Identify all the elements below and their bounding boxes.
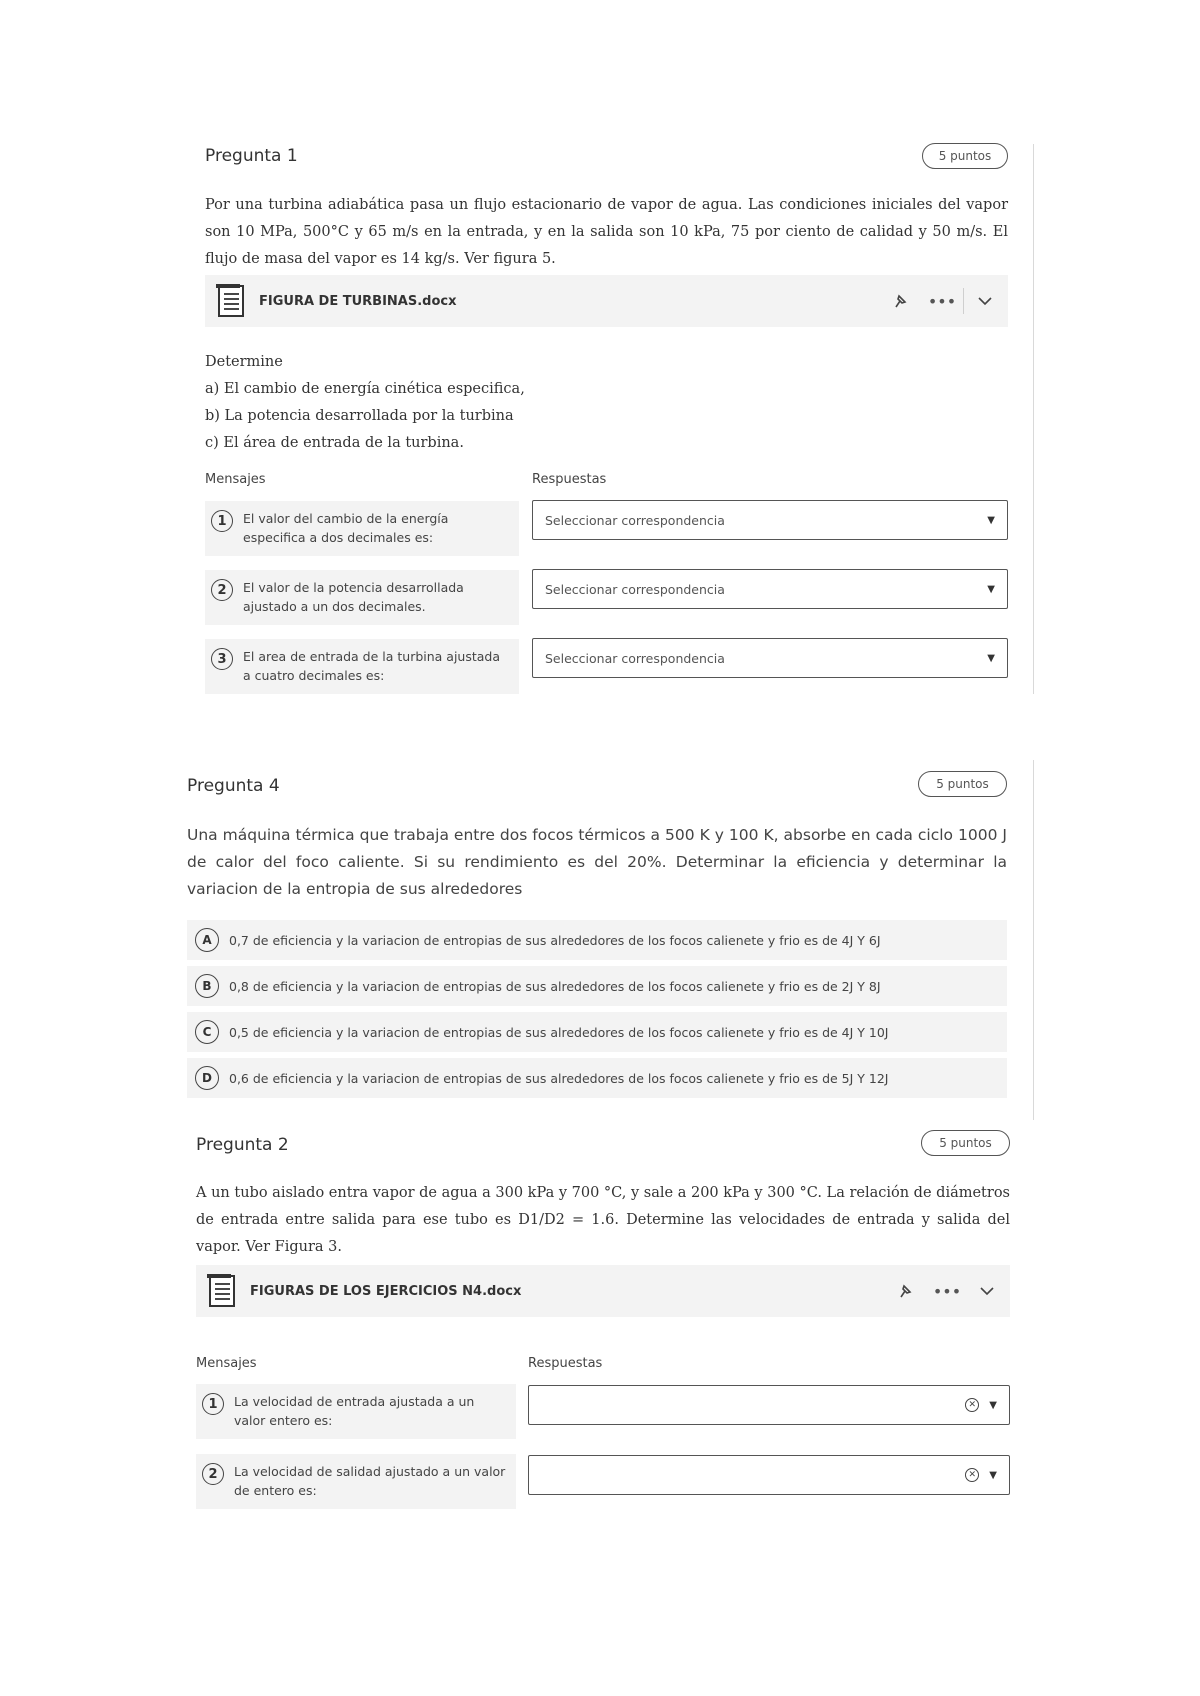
message-item <box>196 1454 516 1509</box>
message-text: La velocidad de entrada ajustada a un valor entero es: <box>234 1394 475 1428</box>
question-4-statement: Una máquina térmica que trabaja entre dos focos térmicos a 500 K y 100 K, absorbe en cada ciclo 1000 J de calor del foco caliente. Si su rendimiento es del 20%. Determinar la eficiencia y determinar la variacion de la entropia de sus alrededores <box>187 826 1007 898</box>
answer-option-c[interactable] <box>187 1012 1007 1052</box>
message-number: 2 <box>211 579 233 601</box>
clear-icon[interactable]: ✕ <box>965 1398 979 1412</box>
question-4-border <box>1033 760 1034 1120</box>
chevron-down-icon[interactable] <box>972 1276 1002 1306</box>
option-letter: B <box>195 974 219 998</box>
answers-column-label: Respuestas <box>528 1356 603 1371</box>
chevron-down-icon[interactable] <box>970 286 1000 316</box>
attachment-file-name[interactable]: FIGURA DE TURBINAS.docx <box>259 293 457 309</box>
question-1-title: Pregunta 1 <box>205 146 298 166</box>
question-1-statement: Por una turbina adiabática pasa un flujo estacionario de vapor de agua. Las condiciones iniciales del vapor son 10 MPa, 500°C y 65 m/s en la entrada, y en la salida son 10 kPa, 75 por ciento de calidad y 50 m/s. El flujo de masa del vapor es 14 kg/s. Ver figura 5. <box>205 197 1008 267</box>
question-1-points-badge: 5 puntos <box>922 143 1008 169</box>
question-2-points-badge: 5 puntos <box>921 1130 1010 1156</box>
option-letter: A <box>195 928 219 952</box>
message-number: 2 <box>202 1463 224 1485</box>
messages-column-label: Mensajes <box>196 1356 257 1371</box>
item-line: b) La potencia desarrollada por la turbina <box>205 408 514 424</box>
question-4-title: Pregunta 4 <box>187 776 280 796</box>
message-item <box>196 1384 516 1439</box>
select-value: Seleccionar correspondencia <box>545 581 725 597</box>
option-letter: C <box>195 1020 219 1044</box>
message-number: 1 <box>202 1393 224 1415</box>
messages-column-label: Mensajes <box>205 472 266 487</box>
match-select-2[interactable] <box>528 1455 1010 1495</box>
message-text: La velocidad de salidad ajustado a un valor de entero es: <box>234 1464 506 1498</box>
message-item <box>205 570 519 625</box>
answers-column-label: Respuestas <box>532 472 607 487</box>
message-item <box>205 639 519 694</box>
message-text: El valor del cambio de la energía especifica a dos decimales es: <box>243 511 449 545</box>
more-icon[interactable]: ••• <box>932 1281 962 1301</box>
question-4-points-badge: 5 puntos <box>918 771 1007 797</box>
message-text: El valor de la potencia desarrollada ajustado a un dos decimales. <box>243 580 464 614</box>
item-line: Determine <box>205 354 283 370</box>
message-text: El area de entrada de la turbina ajustada a cuatro decimales es: <box>243 649 501 683</box>
option-text: 0,5 de eficiencia y la variacion de entropias de sus alrededores de los focos calienete y frio es de 4J Y 10J <box>229 1024 889 1040</box>
item-line: a) El cambio de energía cinética especifica, <box>205 381 525 397</box>
match-select-1[interactable] <box>532 500 1008 540</box>
option-text: 0,6 de eficiencia y la variacion de entropias de sus alrededores de los focos calienete y frio es de 5J Y 12J <box>229 1070 889 1086</box>
answer-option-a[interactable] <box>187 920 1007 960</box>
answer-option-b[interactable] <box>187 966 1007 1006</box>
message-item <box>205 501 519 556</box>
question-1-items <box>205 349 525 457</box>
question-2-attachment[interactable] <box>196 1265 1010 1317</box>
question-1-attachment[interactable] <box>205 275 1008 327</box>
toolbar-divider <box>963 288 964 314</box>
select-value: Seleccionar correspondencia <box>545 512 725 528</box>
document-icon <box>206 1273 240 1309</box>
option-letter: D <box>195 1066 219 1090</box>
match-select-3[interactable] <box>532 638 1008 678</box>
message-number: 3 <box>211 648 233 670</box>
answer-option-d[interactable] <box>187 1058 1007 1098</box>
item-line: c) El área de entrada de la turbina. <box>205 435 464 451</box>
question-2-statement: A un tubo aislado entra vapor de agua a 300 kPa y 700 °C, y sale a 200 kPa y 300 °C. La relación de diámetros de entrada entre salida para ese tubo es D1/D2 = 1.6. Determine las velocidades de entrada y salida del vapor. Ver Figura 3. <box>196 1185 1010 1255</box>
message-number: 1 <box>211 510 233 532</box>
pin-icon[interactable] <box>890 1276 920 1306</box>
question-2-title: Pregunta 2 <box>196 1135 289 1155</box>
clear-icon[interactable]: ✕ <box>965 1468 979 1482</box>
more-icon[interactable]: ••• <box>927 291 957 311</box>
attachment-file-name[interactable]: FIGURAS DE LOS EJERCICIOS N4.docx <box>250 1283 522 1299</box>
caret-down-icon: ▼ <box>989 1469 997 1481</box>
question-1-border <box>1033 144 1034 694</box>
option-text: 0,8 de eficiencia y la variacion de entropias de sus alrededores de los focos calienete y frio es de 2J Y 8J <box>229 978 881 994</box>
caret-down-icon: ▼ <box>989 1399 997 1411</box>
caret-down-icon: ▼ <box>987 583 995 595</box>
caret-down-icon: ▼ <box>987 514 995 526</box>
document-icon <box>215 283 249 319</box>
match-select-2[interactable] <box>532 569 1008 609</box>
option-text: 0,7 de eficiencia y la variacion de entropias de sus alrededores de los focos calienete y frio es de 4J Y 6J <box>229 932 881 948</box>
match-select-1[interactable] <box>528 1385 1010 1425</box>
caret-down-icon: ▼ <box>987 652 995 664</box>
pin-icon[interactable] <box>885 286 915 316</box>
select-value: Seleccionar correspondencia <box>545 650 725 666</box>
